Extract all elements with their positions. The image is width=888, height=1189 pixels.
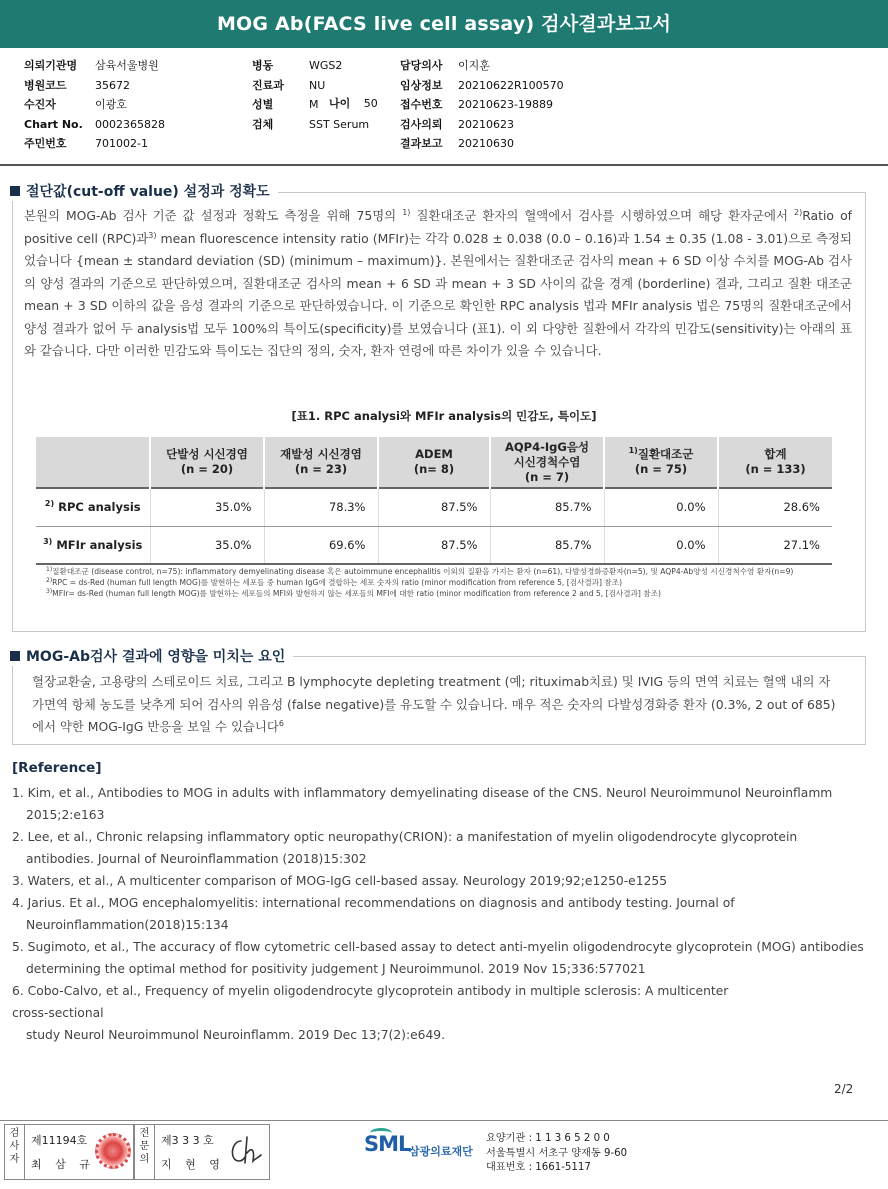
table-cell: 87.5% xyxy=(378,526,490,564)
info-row xyxy=(24,76,165,96)
table-row xyxy=(36,526,832,564)
info-key: 진료과 xyxy=(252,78,284,92)
table-cell: 27.1% xyxy=(718,526,832,564)
signer-2-box xyxy=(134,1124,270,1180)
signer-1-box xyxy=(4,1124,134,1180)
info-key: 임상정보 xyxy=(400,78,443,92)
info-row xyxy=(400,76,564,96)
info-value: NU xyxy=(309,78,326,92)
info-value: 20210623-19889 xyxy=(458,98,553,111)
logo-org-name: 삼광의료재단 xyxy=(409,1145,473,1158)
table-cell: 69.6% xyxy=(264,526,378,564)
reference-6-line-3: study Neurol Neuroimmunol Neuroinflamm. 2019 Dec 13;7(2):e649. xyxy=(26,1028,446,1042)
info-row xyxy=(252,76,369,96)
table-header-blank xyxy=(36,437,150,488)
section1-text-4: mean fluorescence intensity ratio (MFIr)는 각각 0.028 ± 0.038 (0.0 – 0.16)과 1.54 ± 0.35 (1.08 - 3.01)으로 측정되었습니다 {mean ± standard deviation (SD) (minimum – maximum)}. 본원에서는 질환대조군 검사의 mean + 6 SD 이상 수치를 MOG-Ab 검사의 양성 결과의 기준으로 판단하였으며, 질환대조군 검사의 mean + 6 SD 과 mean + 3 SD 사이의 값을 경계 (borderline) 결과, 그리고 질환 대조군 mean + 3 SD 이하의 값을 음성 결과의 기준으로 판단하였습니다. 이 기준으로 확인한 RPC analysis 법과 MFIr analysis 법은 75명의 질환대조군에서 양성 결과가 없어 두 analysis법 모두 100%의 특이도(specificity)를 보였습니다 (표1). 이 외 다양한 질환에서 각각의 민감도(sensitivity)는 아래의 표와 같습니다. 다만 이러한 민감도와 특이도는 집단의 정의, 숫자, 환자 연령에 따른 차이가 있을 수 있습니다. xyxy=(24,230,852,358)
reference-item: 1. Kim, et al., Antibodies to MOG in adults with inflammatory demyelinating disease of the CNS. Neurol Neuroimmunol Neuroinflamm 2015;2:e163 xyxy=(12,786,833,822)
column-footnote-ref: 1) xyxy=(628,446,638,455)
column-n: (n = 133) xyxy=(745,462,806,476)
reference-6-line-1: 6. Cobo-Calvo, et al., Frequency of myelin oligodendrocyte glycoprotein antibody in multiple sclerosis: A multicenter xyxy=(12,984,729,998)
logo-arc-icon xyxy=(370,1128,392,1138)
info-row xyxy=(24,115,165,135)
column-label: 질환대조군 xyxy=(637,447,694,461)
reference-item: 4. Jarius. Et al., MOG encephalomyelitis: international recommendations on diagnosis and antibody testing. Journal of Neuroinflammation(2018)15:134 xyxy=(12,896,735,932)
section1-paragraph xyxy=(24,205,852,363)
patient-info-col-3 xyxy=(400,56,564,154)
section2-paragraph xyxy=(32,671,842,739)
column-label: 단발성 시신경염 xyxy=(166,447,248,461)
table-cell: 87.5% xyxy=(378,488,490,526)
page-number: 2/2 xyxy=(834,1082,854,1096)
column-name xyxy=(379,447,489,462)
column-name xyxy=(499,440,595,470)
table-cell: 28.6% xyxy=(718,488,832,526)
table-note xyxy=(46,589,846,600)
footnote-ref-3: 3) xyxy=(148,230,157,240)
reference-item: 5. Sugimoto, et al., The accuracy of flow cytometric cell-based assay to detect anti-myelin oligodendrocyte glycoprotein (MOG) antibodies determining the optimal method for positivity judgement J Neuroimmunol. 2019 Nov 15;336:577021 xyxy=(12,940,864,976)
row-footnote-ref: 3) xyxy=(43,536,53,546)
age-field xyxy=(329,95,378,111)
table-row xyxy=(36,488,832,526)
info-row xyxy=(252,115,369,135)
table-header-cell xyxy=(604,437,718,488)
info-row xyxy=(400,56,564,76)
section1-text-1: 본원의 MOG-Ab 검사 기준 값 설정과 정확도 측정을 위해 75명의 xyxy=(24,208,403,223)
signer-2-name: 지 현 영 xyxy=(161,1158,225,1171)
info-row xyxy=(24,134,165,154)
signer-1-number: 제11194호 xyxy=(31,1134,88,1147)
info-key: 주민번호 xyxy=(24,137,67,150)
table-note xyxy=(46,578,846,589)
note-footnote-ref: 1) xyxy=(46,566,53,573)
info-value: 20210622R100570 xyxy=(458,78,564,92)
signer-2-label: 전문의 xyxy=(135,1125,155,1179)
table-cell: 0.0% xyxy=(604,526,718,564)
column-n: (n= 8) xyxy=(413,462,455,476)
sensitivity-table xyxy=(36,437,832,565)
column-name xyxy=(605,447,717,462)
column-name xyxy=(151,447,263,462)
info-key: 병원코드 xyxy=(24,78,67,92)
footer-divider xyxy=(0,1120,888,1121)
lab-phone: 대표번호 : 1661-5117 xyxy=(486,1162,591,1173)
note-footnote-ref: 2) xyxy=(46,576,53,584)
column-label: 합계 xyxy=(764,447,787,461)
table-note xyxy=(46,567,846,578)
column-label: AQP4-IgG음성 시신경척수염 xyxy=(504,439,590,469)
info-key: Chart No. xyxy=(24,117,83,131)
info-value: 0002365828 xyxy=(95,117,165,131)
age-value: 50 xyxy=(363,97,378,110)
table-header-cell xyxy=(490,437,604,488)
column-name xyxy=(265,447,377,462)
info-divider xyxy=(0,164,888,166)
row-label-cell xyxy=(36,488,150,526)
section1-heading xyxy=(10,181,278,201)
signer-1-name: 최 삼 규 xyxy=(31,1158,95,1171)
info-row xyxy=(400,95,564,115)
table-cell: 35.0% xyxy=(150,526,264,564)
info-value: 이광호 xyxy=(95,98,127,111)
table-notes xyxy=(46,567,846,599)
info-key: 의뢰기관명 xyxy=(24,59,78,72)
info-value: M xyxy=(309,98,319,111)
info-value: 35672 xyxy=(95,78,130,92)
info-key: 병동 xyxy=(252,59,274,72)
table-cell: 35.0% xyxy=(150,488,264,526)
note-footnote-ref: 3) xyxy=(46,587,53,595)
section2-text: 혈장교환술, 고용량의 스테로이드 치료, 그리고 B lymphocyte depleting treatment (예; rituximab치료) 및 IVIG 등의 면역 치료는 혈액 내의 자가면역 항체 농도를 낮추게 되어 검사의 위음성 (false negative)를 유도할 수 있습니다. 매우 적은 숫자의 다발성경화증 환자 (0.3%, 2 out of 685)에서 약한 MOG-IgG 반응을 보일 수 있습니다 xyxy=(32,674,836,734)
heading-square-icon xyxy=(10,651,20,661)
info-row xyxy=(24,95,165,115)
section1-text-2: 질환대조군 환자의 혈액에서 검사를 시행하였으며 해당 환자군에서 xyxy=(410,208,794,223)
column-n: (n = 20) xyxy=(180,462,234,476)
info-key: 접수번호 xyxy=(400,98,443,111)
note-text: RPC = ds-Red (human full length MOG)를 발현하는 세포들 중 human IgG에 결합하는 세포 숫자의 ratio (minor modification from reference 5, [검사결과] 참조) xyxy=(52,577,623,587)
reference-item: 3. Waters, et al., A multicenter comparison of MOG-IgG cell-based assay. Neurology 2019;92;e1250-e1255 xyxy=(12,874,668,888)
table-cell: 85.7% xyxy=(490,526,604,564)
footnote-ref-1: 1) xyxy=(402,208,411,217)
footnote-ref-2: 2) xyxy=(793,208,803,217)
lab-code: 요양기관 : 1 1 3 6 5 2 0 0 xyxy=(486,1133,610,1144)
logo-text: SML xyxy=(364,1132,411,1156)
row-label-cell xyxy=(36,526,150,564)
section1-text-3: Ratio of positive cell (RPC)과 xyxy=(24,208,853,246)
reference-item-6 xyxy=(12,980,868,1046)
table-cell: 78.3% xyxy=(264,488,378,526)
reference-6-line-2: cross-sectional xyxy=(12,1006,104,1020)
lab-address: 서울특별시 서초구 양재동 9-60 xyxy=(486,1147,628,1159)
section2-heading-text: MOG-Ab검사 결과에 영향을 미치는 요인 xyxy=(26,649,286,665)
report-title: MOG Ab(FACS live cell assay) 검사결과보고서 xyxy=(0,0,888,48)
row-label: RPC analysis xyxy=(58,500,141,515)
footer xyxy=(0,1124,888,1184)
info-value: 20210623 xyxy=(458,117,514,131)
column-n: (n = 7) xyxy=(524,469,570,484)
references-title: [Reference] xyxy=(12,760,102,776)
references-list xyxy=(12,782,868,1046)
column-n: (n = 75) xyxy=(634,462,688,476)
info-value: 701002-1 xyxy=(95,137,148,150)
handwritten-signature-icon xyxy=(227,1135,263,1169)
info-key: 수진자 xyxy=(24,98,56,111)
table-header-cell xyxy=(150,437,264,488)
info-key: 검사의뢰 xyxy=(400,117,443,131)
section2-footnote-ref: 6 xyxy=(278,719,284,728)
column-name xyxy=(719,447,832,462)
heading-square-icon xyxy=(10,186,20,196)
signer-1-label: 검사자 xyxy=(5,1125,25,1179)
info-key: 성별 xyxy=(252,98,274,111)
table-header-cell xyxy=(264,437,378,488)
sml-logo xyxy=(364,1132,473,1158)
info-value: WGS2 xyxy=(309,59,343,72)
age-key: 나이 xyxy=(329,97,351,110)
info-value: 20210630 xyxy=(458,137,514,150)
patient-info-col-1 xyxy=(24,56,165,154)
info-key: 결과보고 xyxy=(400,137,443,150)
info-row xyxy=(252,56,369,76)
table-header-cell xyxy=(718,437,832,488)
column-n: (n = 23) xyxy=(294,462,348,476)
info-key: 담당의사 xyxy=(400,59,443,72)
seal-stamp-icon xyxy=(95,1133,131,1169)
info-key: 검체 xyxy=(252,117,274,131)
note-text: 질환대조군 (disease control, n=75): inflammatory demyelinating disease 혹은 autoimmune encephalitis 이외의 질환을 가지는 환자 (n=61), 다발성경화증환자(n=5), 및 AQP4-Ab양성 시신경척수염 환자(n=9) xyxy=(52,567,794,576)
info-value: SST Serum xyxy=(309,117,370,131)
reference-item: 2. Lee, et al., Chronic relapsing inflammatory optic neuropathy(CRION): a manifestation of myelin oligodendrocyte glycoprotein antibodies. Journal of Neuroinflammation (2018)15:302 xyxy=(12,830,798,866)
info-value: 이지훈 xyxy=(458,59,490,72)
info-row xyxy=(400,134,564,154)
note-text: MFIr= ds-Red (human full length MOG)를 발현하는 세포들의 MFI와 발현하지 않는 세포들의 MFI에 대한 ratio (minor modification from reference 2 and 5, [검사결과] 참조) xyxy=(52,588,661,598)
row-footnote-ref: 2) xyxy=(44,499,55,509)
table-body xyxy=(36,488,832,564)
table-cell: 0.0% xyxy=(604,488,718,526)
table-cell: 85.7% xyxy=(490,488,604,526)
table-caption: [표1. RPC analysi와 MFIr analysis의 민감도, 특이도] xyxy=(291,409,597,423)
table-header-cell xyxy=(378,437,490,488)
lab-info xyxy=(486,1132,627,1176)
info-value: 삼육서울병원 xyxy=(95,59,159,72)
section1-heading-text: 절단값(cut-off value) 설정과 정확도 xyxy=(26,184,270,200)
column-label: 재발성 시신경염 xyxy=(280,447,362,461)
signer-2-number: 제3 3 3 호 xyxy=(161,1134,214,1147)
section2-heading xyxy=(10,646,293,666)
info-row xyxy=(24,56,165,76)
info-row xyxy=(400,115,564,135)
column-label: ADEM xyxy=(415,447,453,461)
table-header-row xyxy=(36,437,832,488)
row-label: MFIr analysis xyxy=(56,537,143,552)
